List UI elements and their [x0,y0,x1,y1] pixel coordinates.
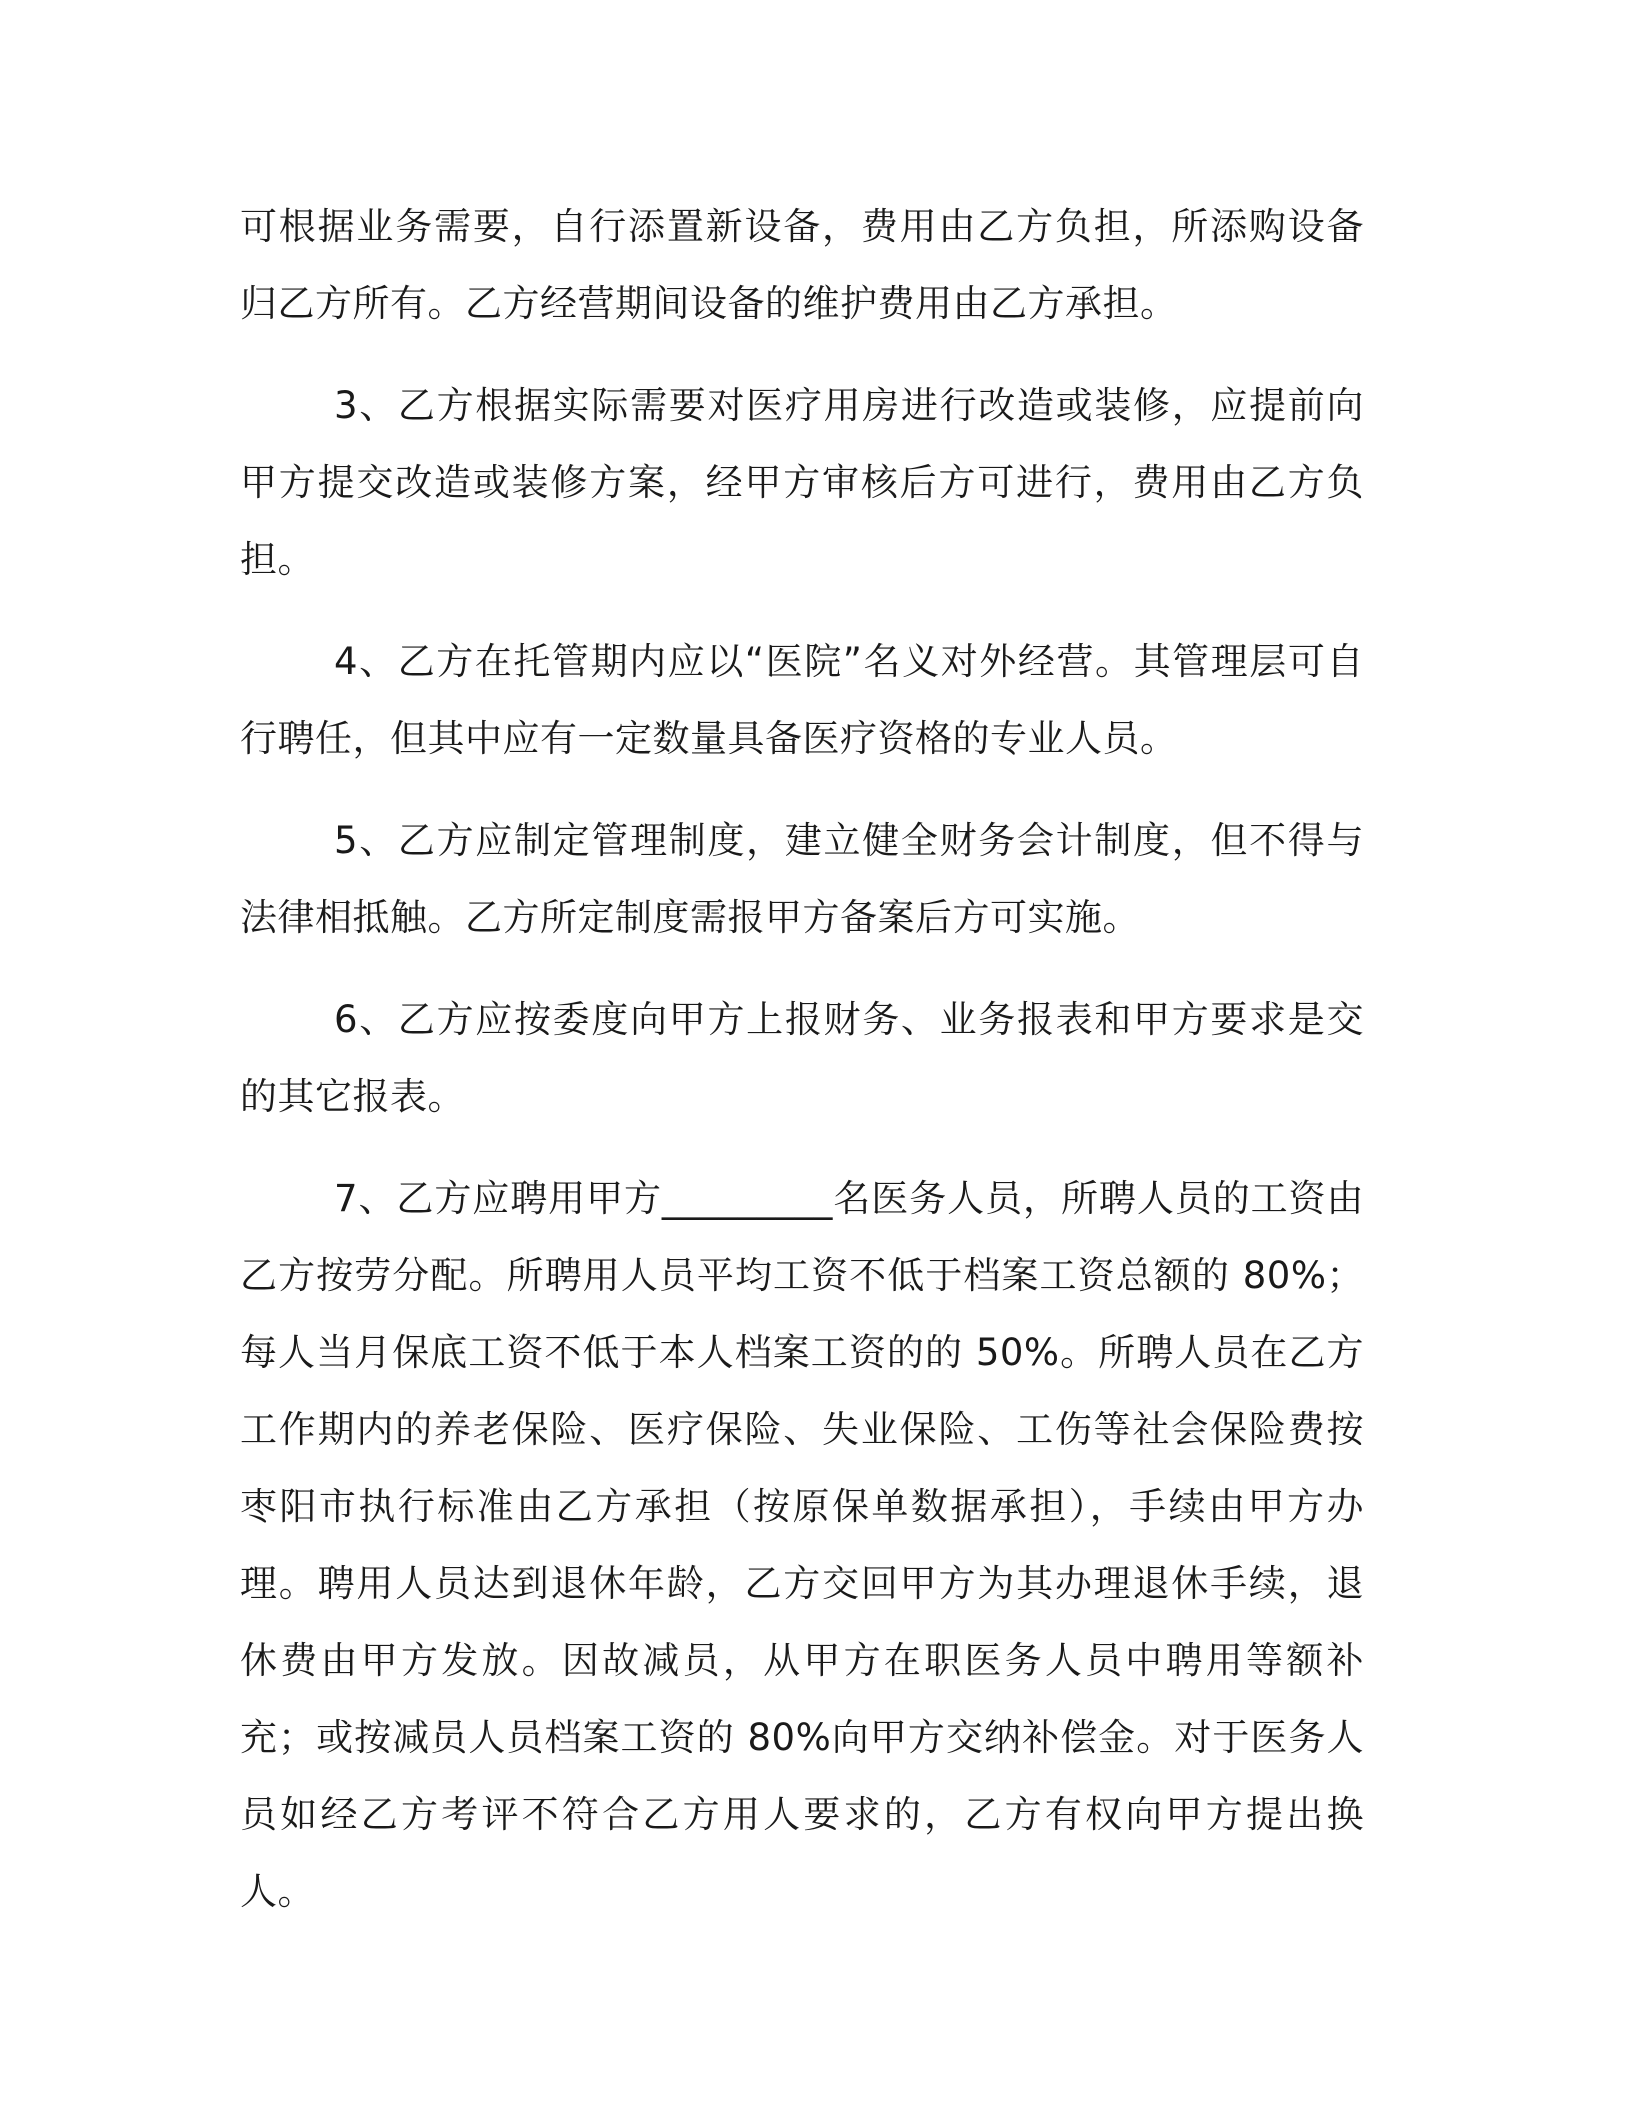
paragraph-clause-3: 3、乙方根据实际需要对医疗用房进行改造或装修，应提前向甲方提交改造或装修方案，经甲方审核后方可进行，费用由乙方负担。 [240,384,1364,581]
paragraph-clause-7: 7、乙方应聘用甲方_________名医务人员，所聘人员的工资由乙方按劳分配。所聘用人员平均工资不低于档案工资总额的 80%；每人当月保底工资不低于本人档案工资的的 50%。所聘人员在乙方工作期内的养老保险、医疗保险、失业保险、工伤等社会保险费按枣阳市执行标准由乙方承担（按原保单数据承担），手续由甲方办理。聘用人员达到退休年龄，乙方交回甲方为其办理退休手续，退休费由甲方发放。因故减员，从甲方在职医务人员中聘用等额补充；或按减员人员档案工资的 80%向甲方交纳补偿金。对于医务人员如经乙方考评不符合乙方用人要求的，乙方有权向甲方提出换人。 [240,1177,1364,1913]
paragraph-continuation: 可根据业务需要，自行添置新设备，费用由乙方负担，所添购设备归乙方所有。乙方经营期间设备的维护费用由乙方承担。 [240,205,1364,325]
paragraph-clause-5: 5、乙方应制定管理制度，建立健全财务会计制度，但不得与法律相抵触。乙方所定制度需报甲方备案后方可实施。 [240,819,1364,939]
paragraph-clause-4: 4、乙方在托管期内应以“医院”名义对外经营。其管理层可自行聘任，但其中应有一定数量具备医疗资格的专业人员。 [240,640,1364,760]
paragraph-clause-6: 6、乙方应按委度向甲方上报财务、业务报表和甲方要求是交的其它报表。 [240,998,1364,1118]
document-body [240,188,1364,1955]
